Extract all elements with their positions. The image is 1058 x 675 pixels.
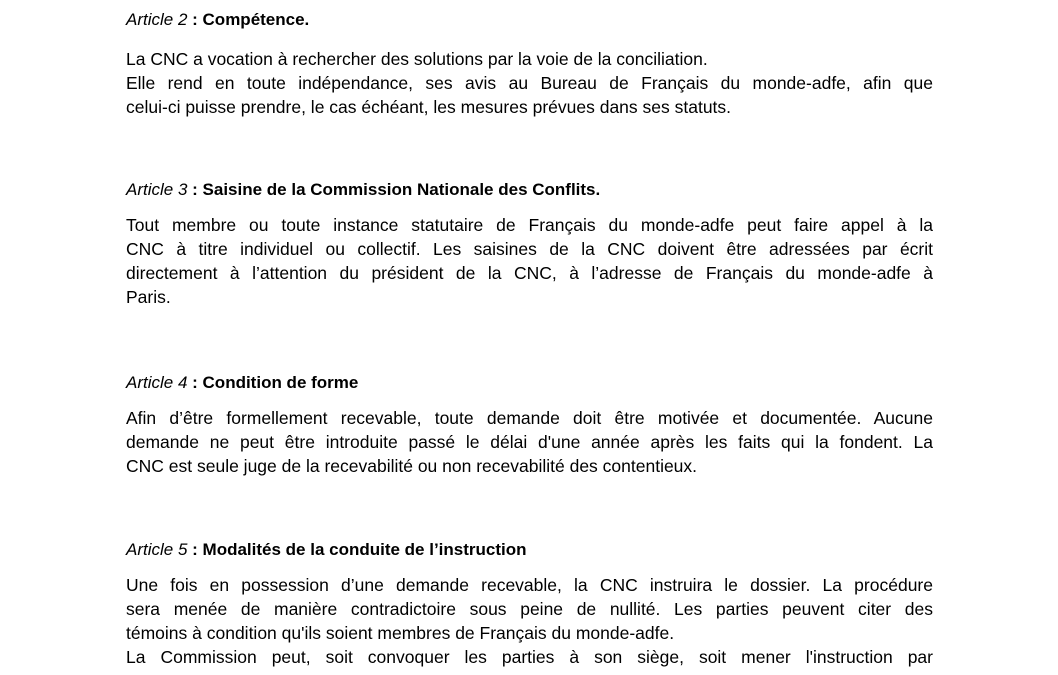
article-body [126, 406, 933, 478]
paragraph-line: Afin d’être formellement recevable, toute demande doit être motivée et documentée. Aucune [126, 408, 933, 428]
article-title: Saisine de la Commission Nationale des Conflits. [202, 180, 601, 199]
paragraph-line: La CNC a vocation à rechercher des solutions par la voie de la conciliation. [126, 49, 708, 69]
paragraph-line: Tout membre ou toute instance statutaire de Français du monde-adfe peut faire appel à la [126, 215, 933, 235]
paragraph-line: sera menée de manière contradictoire sous peine de nullité. Les parties peuvent citer des [126, 599, 933, 619]
article-body [126, 213, 933, 309]
article-colon: : [187, 373, 203, 392]
paragraph-line: CNC à titre individuel ou collectif. Les saisines de la CNC doivent être adressées par écrit [126, 239, 933, 259]
paragraph-line: témoins à condition qu'ils soient membres de Français du monde-adfe. [126, 623, 675, 643]
article-colon: : [187, 540, 203, 559]
paragraph-line: Paris. [126, 287, 171, 307]
paragraph-line: La Commission peut, soit convoquer les parties à son siège, soit mener l'instruction par [126, 647, 933, 667]
article-2 [126, 8, 933, 119]
paragraph-line: Elle rend en toute indépendance, ses avis au Bureau de Français du monde-adfe, afin que [126, 73, 933, 93]
paragraph-line: directement à l’attention du président de la CNC, à l’adresse de Français du monde-adfe à [126, 263, 933, 283]
article-heading [126, 538, 933, 562]
article-number: Article 2 [126, 10, 188, 29]
article-title: Condition de forme [202, 373, 359, 392]
article-body [126, 47, 933, 119]
article-heading [126, 178, 933, 202]
article-title: Compétence. [202, 10, 310, 29]
article-colon: : [187, 180, 203, 199]
article-body [126, 573, 933, 669]
article-3 [126, 178, 933, 309]
paragraph-line: demande ne peut être introduite passé le délai d'une année après les faits qui la fondent. La [126, 432, 933, 452]
article-number: Article 5 [126, 540, 188, 559]
article-number: Article 4 [126, 373, 188, 392]
article-5 [126, 538, 933, 669]
article-title: Modalités de la conduite de l’instruction [202, 540, 527, 559]
paragraph-line: CNC est seule juge de la recevabilité ou non recevabilité des contentieux. [126, 456, 698, 476]
article-number: Article 3 [126, 180, 188, 199]
paragraph-line: celui-ci puisse prendre, le cas échéant, les mesures prévues dans ses statuts. [126, 97, 732, 117]
article-heading [126, 8, 933, 32]
article-4 [126, 371, 933, 478]
paragraph-line: Une fois en possession d’une demande recevable, la CNC instruira le dossier. La procédure [126, 575, 933, 595]
article-colon: : [187, 10, 203, 29]
article-heading [126, 371, 933, 395]
